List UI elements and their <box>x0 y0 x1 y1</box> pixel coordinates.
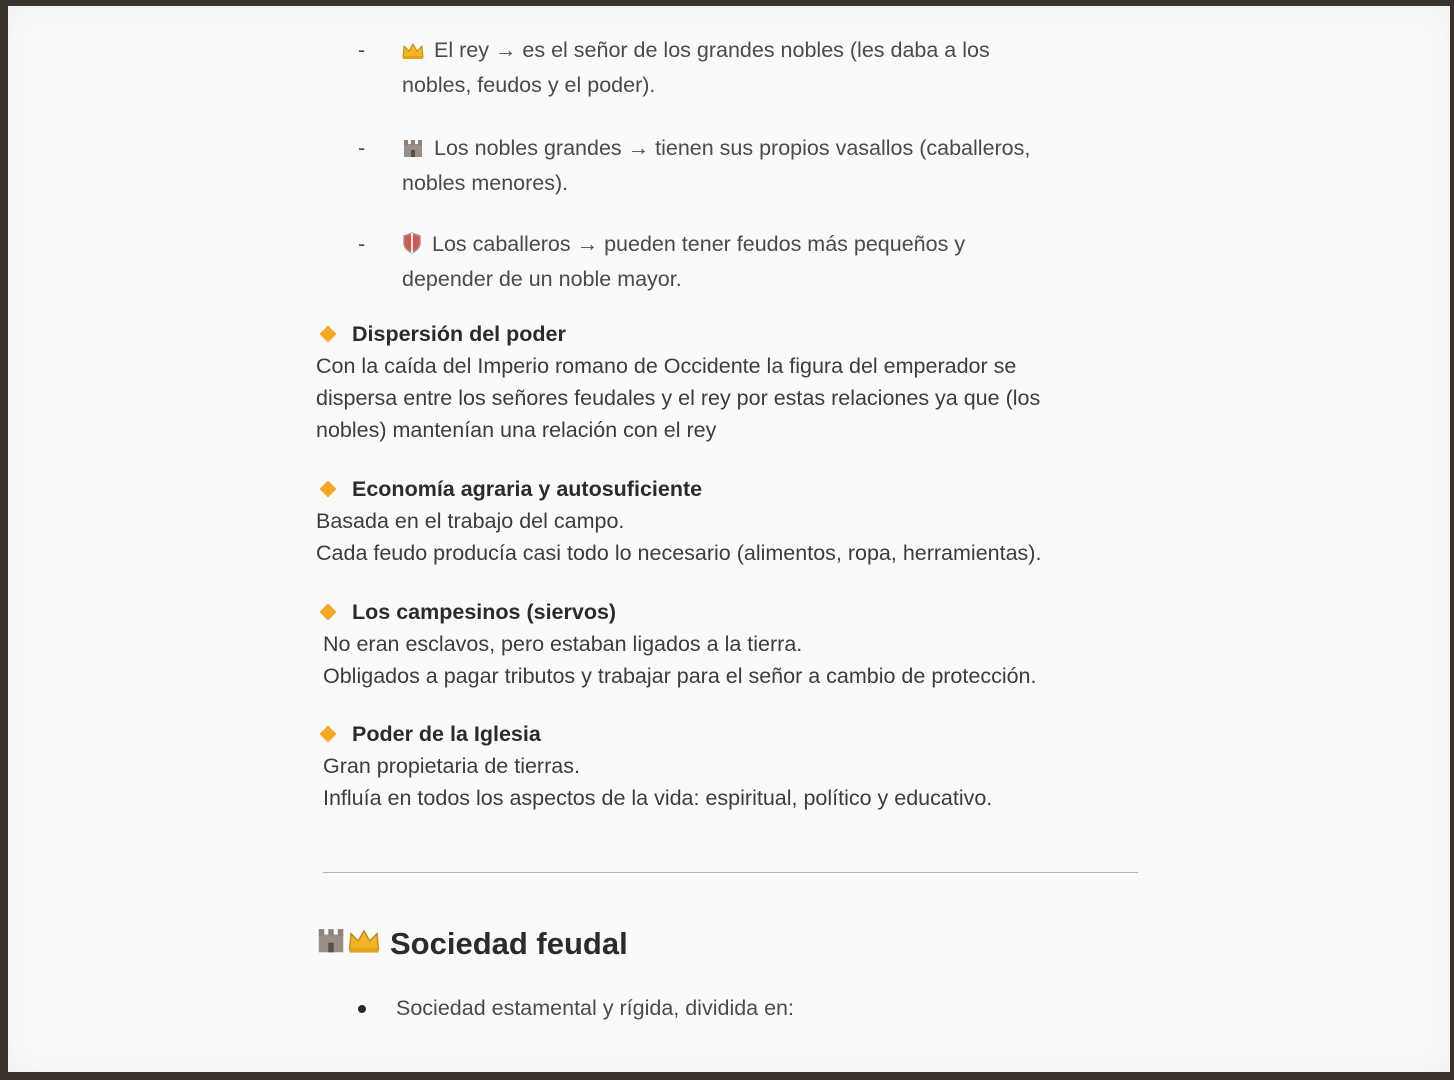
horizontal-divider <box>323 872 1138 873</box>
section-line: Con la caída del Imperio romano de Occidente la figura del emperador se <box>316 354 1017 378</box>
section-line: Cada feudo producía casi todo lo necesario (alimentos, ropa, herramientas). <box>316 541 1042 565</box>
diamond-bullet-icon <box>320 326 337 343</box>
castle-icon <box>402 135 424 167</box>
section-power-dispersion <box>316 318 1166 446</box>
document-page <box>8 6 1450 1072</box>
section-body <box>316 505 1166 569</box>
section-line: Basada en el trabajo del campo. <box>316 509 625 533</box>
hierarchy-item-knights <box>358 228 1138 295</box>
dash-marker: - <box>358 136 366 160</box>
section-body <box>316 350 1166 446</box>
diamond-bullet-icon <box>320 726 337 743</box>
bullet-text: Sociedad estamental y rígida, dividida en: <box>396 996 794 1020</box>
hierarchy-item-line1: El rey → es el señor de los grandes nobles (les daba a los <box>434 38 990 62</box>
shield-icon <box>402 231 422 263</box>
section-heading-text: Dispersión del poder <box>352 322 566 346</box>
crown-icon <box>348 926 380 962</box>
section-heading <box>316 718 1166 750</box>
list-item <box>358 996 794 1021</box>
section-heading-text: Poder de la Iglesia <box>352 722 541 746</box>
crown-icon <box>402 37 424 69</box>
hierarchy-item-line1: Los nobles grandes → tienen sus propios vasallos (caballeros, <box>434 136 1031 160</box>
feudal-society-title: Sociedad feudal <box>390 926 628 961</box>
section-church-power <box>316 718 1166 814</box>
section-heading <box>316 596 1166 628</box>
section-line: No eran esclavos, pero estaban ligados a la tierra. <box>323 632 803 656</box>
section-heading-text: Economía agraria y autosuficiente <box>352 477 703 501</box>
section-body <box>316 628 1166 692</box>
section-heading <box>316 473 1166 505</box>
section-heading <box>316 318 1166 350</box>
hierarchy-item-line2: nobles, feudos y el poder). <box>402 73 656 97</box>
section-line: Obligados a pagar tributos y trabajar para el señor a cambio de protección. <box>323 664 1037 688</box>
bullet-dot-icon <box>358 1005 366 1013</box>
feudal-society-heading <box>316 926 628 962</box>
section-heading-text: Los campesinos (siervos) <box>352 600 617 624</box>
dash-marker: - <box>358 38 366 62</box>
hierarchy-item-king <box>358 34 1138 101</box>
section-line: Influía en todos los aspectos de la vida: espiritual, político y educativo. <box>323 786 993 810</box>
section-line: dispersa entre los señores feudales y el rey por estas relaciones ya que (los <box>316 386 1041 410</box>
dash-marker: - <box>358 232 366 256</box>
castle-icon <box>316 926 346 962</box>
hierarchy-item-line2: nobles menores). <box>402 171 569 195</box>
hierarchy-item-line2: depender de un noble mayor. <box>402 267 682 291</box>
hierarchy-item-line1: Los caballeros → pueden tener feudos más pequeños y <box>432 232 966 256</box>
section-agrarian-economy <box>316 473 1166 569</box>
diamond-bullet-icon <box>320 481 337 498</box>
hierarchy-item-nobles <box>358 132 1138 199</box>
diamond-bullet-icon <box>320 604 337 621</box>
section-body <box>316 750 1166 814</box>
section-line: nobles) mantenían una relación con el rey <box>316 418 717 442</box>
section-line: Gran propietaria de tierras. <box>323 754 580 778</box>
section-peasants <box>316 596 1166 692</box>
